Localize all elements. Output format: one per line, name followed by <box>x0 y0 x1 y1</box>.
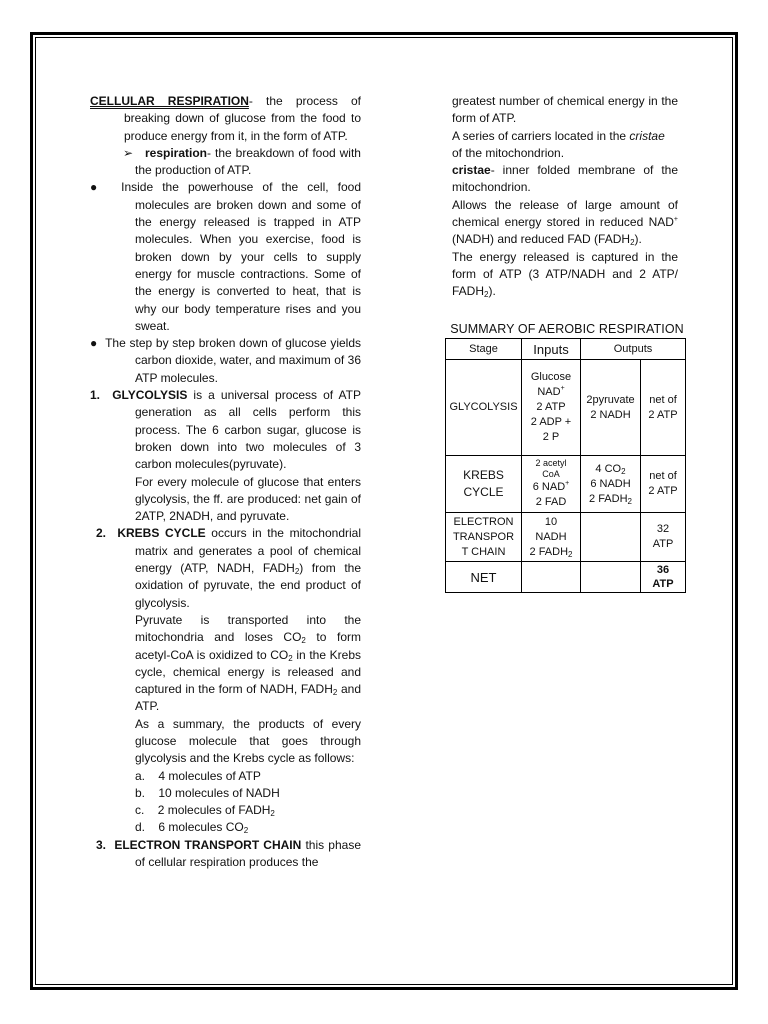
list-item: a. 4 molecules of ATP <box>135 768 261 783</box>
cell-stage-glycolysis: GLYCOLYSIS <box>446 360 522 456</box>
cell-net-outputs <box>581 562 641 593</box>
summary-table <box>445 338 686 593</box>
table-row <box>446 562 686 593</box>
cell-inputs-etc: 10 NADH 2 $FADH_2$ <box>522 513 581 562</box>
bullet-icon: ● <box>90 180 103 195</box>
bullet-paragraph-2: ● The step by step broken down of glucose yields carbon dioxide, water, and maximum of 36 ATP molecules. <box>90 336 361 385</box>
table-row <box>446 513 686 562</box>
cristae-carriers: A series of carriers located in the cristae of the mitochondrion. <box>452 128 665 160</box>
glycolysis-term: GLYCOLYSIS <box>112 388 188 403</box>
header-stage: Stage <box>446 339 522 360</box>
etc-term: ELECTRON TRANSPORT CHAIN <box>114 837 302 852</box>
list-item: b. 10 molecules of NADH <box>135 785 280 800</box>
glycolysis-section: 1. GLYCOLYSIS is a universal process of ATP generation as all cells perform this process. The 6 carbon sugar, glucose is broken down into two molecules of 3 carbon molecules(pyruvate). <box>90 388 361 472</box>
glycolysis-products: For every molecule of glucose that enters glycolysis, the ff. are produced: net gain of 2ATP, 2NADH, and pyruvate. <box>135 474 361 524</box>
cell-outputs-glycolysis: 2pyruvate 2 NADH <box>581 360 641 456</box>
krebs-term: KREBS CYCLE <box>117 526 206 541</box>
cristae-definition: cristae- inner folded membrane of the mitochondrion. <box>452 163 678 195</box>
cell-net-total: 36 ATP <box>641 562 686 593</box>
table-row <box>446 456 686 513</box>
header-outputs: Outputs <box>581 339 686 360</box>
bullet-paragraph-1: ● Inside the powerhouse of the cell, food molecules are broken down and some of the energy released is trapped in ATP molecules. When you exercise, food is broken down by your cells to supply energy for muscle contractions. Some of the energy is converted to heat, that is why our body temperature rises and you sweat. <box>90 180 361 333</box>
krebs-summary-paragraph: As a summary, the products of every glucose molecule that goes through glycolysis and the Krebs cycle as follows: <box>135 716 361 766</box>
intro-term: CELLULAR RESPIRATION <box>90 94 249 108</box>
cell-net-inputs <box>522 562 581 593</box>
table-row <box>446 360 686 456</box>
summary-title: SUMMARY OF AEROBIC RESPIRATION <box>450 322 684 336</box>
cell-inputs-krebs: 2 acetyl CoA 6 NAD+ 2 FAD <box>522 456 581 513</box>
header-inputs: Inputs <box>522 339 581 360</box>
table-row <box>446 339 686 360</box>
energy-capture-paragraph: The energy released is captured in the form of ATP (3 ATP/NADH and 2 ATP/ $FADH_2$). <box>452 249 678 300</box>
respiration-definition: ➢ respiration- the breakdown of food with the production of ATP. <box>123 145 361 178</box>
cell-outputs-krebs: 4 $CO_2$ 6 NADH 2 $FADH_2$ <box>581 456 641 513</box>
cell-net-label: NET <box>446 562 522 593</box>
arrow-bullet-icon: ➢ <box>123 145 134 160</box>
cell-inputs-glycolysis: Glucose NAD+ 2 ATP 2 ADP + 2 P <box>522 360 581 456</box>
cell-stage-krebs: KREBS CYCLE <box>446 456 522 513</box>
right-column <box>452 93 678 301</box>
list-item: c. 2 molecules of $FADH_2$ <box>135 803 275 819</box>
etc-section: 3. ELECTRON TRANSPORT CHAIN this phase of cellular respiration produces the <box>96 837 361 870</box>
list-item: d. 6 molecules $CO_2$ <box>135 820 249 836</box>
intro-paragraph: CELLULAR RESPIRATION- the process of breaking down of glucose from the food to produce energy from it, in the form of ATP. <box>90 94 361 143</box>
etc-continuation: greatest number of chemical energy in the form of ATP. <box>452 94 678 126</box>
cell-outputs-etc <box>581 513 641 562</box>
krebs-pyruvate-paragraph: Pyruvate is transported into the mitochondria and loses $CO_2$ to form acetyl-CoA is oxidized to $CO_2$ in the Krebs cycle, chemical energy is released and captured in the form of NADH, $FADH_2$ and ATP. <box>135 612 362 714</box>
krebs-section: 2. KREBS CYCLE occurs in the mitochondrial matrix and generates a pool of chemical energy (ATP, NADH, $FADH_2$) from the oxidation of pyruvate, the end product of glycolysis. <box>96 526 361 610</box>
cell-stage-etc: ELECTRON TRANSPOR T CHAIN <box>446 513 522 562</box>
products-list <box>90 768 361 837</box>
energy-release-paragraph: Allows the release of large amount of chemical energy stored in reduced NAD+ (NADH) and reduced FAD $(FADH_2)$. <box>452 197 678 248</box>
cell-net-etc: 32 ATP <box>641 513 686 562</box>
left-column <box>90 93 361 871</box>
cell-net-glycolysis: net of 2 ATP <box>641 360 686 456</box>
cell-net-krebs: net of 2 ATP <box>641 456 686 513</box>
bullet-icon: ● <box>90 336 98 351</box>
